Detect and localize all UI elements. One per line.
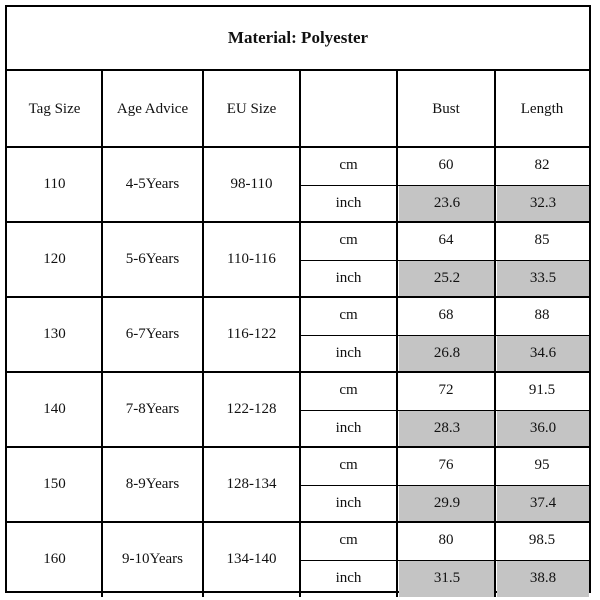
- row-divider: [7, 371, 589, 373]
- eu-size-cell: 134-140: [226, 551, 277, 567]
- header-length: Length: [520, 100, 564, 117]
- bust-inch-cell: 31.5: [399, 561, 495, 598]
- age-advice-cell: 4-5Years: [125, 176, 180, 192]
- length-cm-cell: 82: [534, 157, 550, 174]
- tag-size-cell: 140: [43, 401, 66, 417]
- age-advice-cell: 8-9Years: [125, 476, 180, 492]
- column-divider: [202, 71, 204, 597]
- row-divider: [7, 296, 589, 298]
- length-inch-cell: 37.4: [497, 486, 589, 523]
- eu-size-cell: 98-110: [230, 176, 273, 192]
- tag-size-cell: 130: [43, 326, 66, 342]
- tag-size-cell: 150: [43, 476, 66, 492]
- eu-size-cell: 116-122: [226, 326, 277, 342]
- row-divider: [7, 521, 589, 523]
- length-inch-cell: 32.3: [497, 186, 589, 223]
- unit-cm-cell: cm: [339, 157, 358, 174]
- age-advice-cell: 9-10Years: [122, 551, 183, 567]
- length-cm-cell: 88: [534, 307, 550, 324]
- unit-inch-cell: inch: [335, 269, 362, 286]
- eu-size-cell: 110-116: [227, 251, 276, 267]
- unit-inch-cell: inch: [335, 344, 362, 361]
- tag-size-cell: 160: [43, 551, 66, 567]
- unit-cm-cell: cm: [339, 307, 358, 324]
- unit-divider: [300, 260, 589, 261]
- unit-divider: [300, 185, 589, 186]
- size-chart-table: [5, 5, 591, 593]
- length-inch-cell: 33.5: [497, 261, 589, 298]
- tag-size-cell: 110: [43, 176, 66, 192]
- length-cm-cell: 85: [534, 232, 550, 249]
- length-cm-cell: 98.5: [528, 532, 556, 549]
- column-divider: [101, 71, 103, 597]
- unit-divider: [300, 410, 589, 411]
- unit-inch-cell: inch: [335, 494, 362, 511]
- unit-inch-cell: inch: [335, 569, 362, 586]
- bust-inch-cell: 29.9: [399, 486, 495, 523]
- length-cm-cell: 95: [534, 457, 550, 474]
- header-unit: [300, 71, 397, 147]
- unit-cm-cell: cm: [339, 232, 358, 249]
- bust-cm-cell: 76: [438, 457, 454, 474]
- bust-inch-cell: 26.8: [399, 336, 495, 373]
- bust-inch-cell: 28.3: [399, 411, 495, 448]
- length-inch-cell: 36.0: [497, 411, 589, 448]
- size-grid: [7, 71, 589, 591]
- eu-size-cell: 122-128: [226, 401, 277, 417]
- length-inch-cell: 38.8: [497, 561, 589, 598]
- unit-cm-cell: cm: [339, 457, 358, 474]
- bust-inch-cell: 23.6: [399, 186, 495, 223]
- length-inch-cell: 34.6: [497, 336, 589, 373]
- bust-cm-cell: 64: [438, 232, 454, 249]
- header-bust: Bust: [432, 100, 460, 117]
- header-age-advice: Age Advice: [116, 100, 189, 117]
- tag-size-cell: 120: [43, 251, 66, 267]
- header-eu-size: EU Size: [226, 100, 277, 117]
- unit-divider: [300, 335, 589, 336]
- unit-inch-cell: inch: [335, 419, 362, 436]
- table-title: Material: Polyester: [7, 7, 589, 71]
- bust-inch-cell: 25.2: [399, 261, 495, 298]
- header-tag-size: Tag Size: [28, 100, 81, 117]
- age-advice-cell: 5-6Years: [125, 251, 180, 267]
- bust-cm-cell: 68: [438, 307, 454, 324]
- bust-cm-cell: 60: [438, 157, 454, 174]
- unit-cm-cell: cm: [339, 532, 358, 549]
- eu-size-cell: 128-134: [226, 476, 277, 492]
- unit-divider: [300, 485, 589, 486]
- length-cm-cell: 91.5: [528, 382, 556, 399]
- row-divider: [7, 146, 589, 148]
- age-advice-cell: 6-7Years: [125, 326, 180, 342]
- bust-cm-cell: 80: [438, 532, 454, 549]
- unit-divider: [300, 560, 589, 561]
- row-divider: [7, 446, 589, 448]
- row-divider: [7, 221, 589, 223]
- bust-cm-cell: 72: [438, 382, 454, 399]
- unit-inch-cell: inch: [335, 194, 362, 211]
- unit-cm-cell: cm: [339, 382, 358, 399]
- age-advice-cell: 7-8Years: [125, 401, 180, 417]
